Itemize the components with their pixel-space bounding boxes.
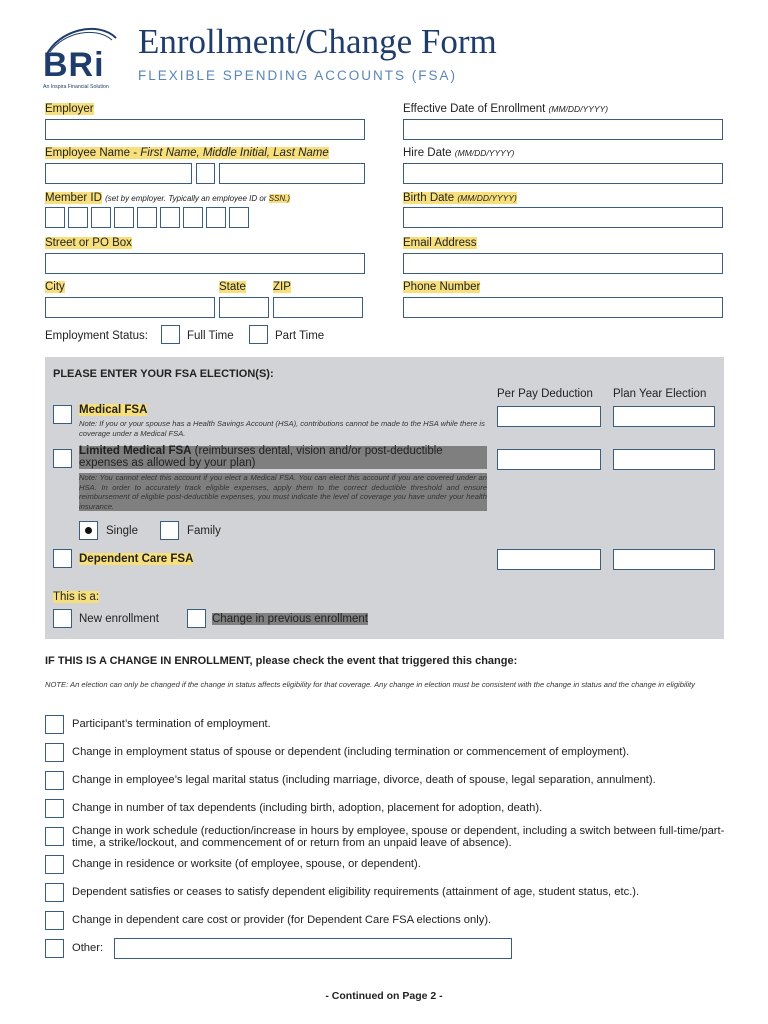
new-enrollment-label: New enrollment [79,613,159,625]
event-label-other: Other: [72,942,104,954]
event-checkbox-8[interactable] [45,911,64,930]
email-input[interactable] [403,253,723,274]
hire-date-format: (MM/DD/YYYY) [454,148,515,158]
birth-date-label-text: Birth Date [403,192,455,204]
middle-initial-input[interactable] [196,163,215,184]
fsa-election-heading: PLEASE ENTER YOUR FSA ELECTION(S): [53,368,274,380]
member-id-digit-5[interactable] [137,207,157,228]
hire-date-label-text: Hire Date [403,147,452,159]
event-checkbox-3[interactable] [45,771,64,790]
dependent-care-fsa-checkbox[interactable] [53,549,72,568]
zip-label: ZIP [273,281,291,293]
employee-name-label-text: Employee Name - [45,147,141,159]
medical-fsa-label: Medical FSA [79,404,148,416]
member-id-label [45,192,290,204]
event-checkbox-7[interactable] [45,883,64,902]
employment-status-label: Employment Status: [45,330,148,342]
full-time-checkbox[interactable] [161,325,180,344]
member-id-digit-6[interactable] [160,207,180,228]
medical-per-pay-input[interactable] [497,406,601,427]
change-section-heading: IF THIS IS A CHANGE IN ENROLLMENT, please check the event that triggered this change: [45,655,518,667]
event-label-4: Change in number of tax dependents (including birth, adoption, placement for adoption, death). [72,802,543,814]
medical-fsa-note: Note: If you or your spouse has a Health Savings Account (HSA), contributions cannot be made to the HSA while there is coverage under a Medical FSA. [79,419,485,438]
event-label-5: Change in work schedule (reduction/increase in hours by employee, spouse or dependent, including a switch between full-time/part-time, a strike/lockout, and commencement of or return from an unpaid leave of absence). [72,825,725,849]
medical-fsa-checkbox[interactable] [53,405,72,424]
logo-tagline: An Inspira Financial Solution [43,84,109,90]
event-checkbox-4[interactable] [45,799,64,818]
dependent-plan-year-input[interactable] [613,549,715,570]
limited-medical-fsa-title: Limited Medical FSA [79,445,192,457]
event-label-3: Change in employee’s legal marital status (including marriage, divorce, death of spouse, legal separation, annulment). [72,774,656,786]
change-previous-checkbox[interactable] [187,609,206,628]
member-id-hint-text: (set by employer. Typically an employee ID or [105,194,269,203]
employer-input[interactable] [45,119,365,140]
state-label: State [219,281,246,293]
birth-date-format: (MM/DD/YYYY) [457,193,517,203]
employee-name-label [45,147,329,159]
this-is-a-label: This is a: [53,591,100,603]
dependent-care-fsa-label: Dependent Care FSA [79,553,194,565]
zip-input[interactable] [273,297,363,318]
new-enrollment-checkbox[interactable] [53,609,72,628]
event-label-8: Change in dependent care cost or provider (for Dependent Care FSA elections only). [72,914,492,926]
event-checkbox-other[interactable] [45,939,64,958]
event-checkbox-1[interactable] [45,715,64,734]
member-id-digit-8[interactable] [206,207,226,228]
dependent-per-pay-input[interactable] [497,549,601,570]
member-id-digit-4[interactable] [114,207,134,228]
limited-medical-fsa-desc: (reimburses dental, vision and/or post-deductible expenses as allowed by your plan) [79,445,443,469]
member-id-hint [105,194,290,203]
event-label-7: Dependent satisfies or ceases to satisfy dependent eligibility requirements (attainment of age, student status, etc.). [72,886,640,898]
change-previous-label: Change in previous enrollment [212,613,368,625]
part-time-checkbox[interactable] [249,325,268,344]
member-id-hint-ssn: SSN.) [268,194,291,203]
event-label-1: Participant’s termination of employment. [72,718,271,730]
continued-footer: - Continued on Page 2 - [325,990,443,1002]
logo [40,22,122,92]
member-id-digit-9[interactable] [229,207,249,228]
single-radio[interactable] [79,521,98,540]
family-radio[interactable] [160,521,179,540]
medical-plan-year-input[interactable] [613,406,715,427]
effective-date-label [403,103,608,115]
page-title: Enrollment/Change Form [138,22,497,61]
state-input[interactable] [219,297,269,318]
street-input[interactable] [45,253,365,274]
part-time-label: Part Time [275,330,325,342]
hire-date-input[interactable] [403,163,723,184]
full-time-label: Full Time [187,330,234,342]
single-label: Single [106,525,138,537]
event-checkbox-6[interactable] [45,855,64,874]
page-subtitle: FLEXIBLE SPENDING ACCOUNTS (FSA) [138,68,458,83]
per-pay-deduction-header: Per Pay Deduction [497,388,593,400]
limited-plan-year-input[interactable] [613,449,715,470]
plan-year-election-header: Plan Year Election [613,388,707,400]
city-label: City [45,281,65,293]
limited-medical-fsa-note: Note: You cannot elect this account if you elect a Medical FSA. You can elect this account if you are covered under an HSA. In order to accurately track eligible expenses, apply them to the correct deductible threshold and ensure reimbursement of eligible post-deductible expenses, you must indicate the level of coverage you have under your health insurance. [79,473,487,511]
hire-date-label [403,147,514,159]
member-id-digit-2[interactable] [68,207,88,228]
birth-date-label [403,192,517,204]
member-id-label-text: Member ID [45,192,102,204]
city-input[interactable] [45,297,215,318]
member-id-digit-1[interactable] [45,207,65,228]
other-event-input[interactable] [114,938,512,959]
first-name-input[interactable] [45,163,192,184]
event-label-6: Change in residence or worksite (of employee, spouse, or dependent). [72,858,421,870]
last-name-input[interactable] [219,163,365,184]
family-label: Family [187,525,221,537]
event-label-2: Change in employment status of spouse or dependent (including termination or commencement of employment). [72,746,630,758]
logo-text: BRi [43,46,105,84]
limited-per-pay-input[interactable] [497,449,601,470]
street-label: Street or PO Box [45,237,132,249]
event-checkbox-5[interactable] [45,827,64,846]
birth-date-input[interactable] [403,207,723,228]
limited-medical-fsa-label [79,446,487,469]
member-id-digit-7[interactable] [183,207,203,228]
email-label: Email Address [403,237,477,249]
effective-date-label-text: Effective Date of Enrollment [403,103,546,115]
limited-medical-fsa-checkbox[interactable] [53,449,72,468]
effective-date-format: (MM/DD/YYYY) [548,104,609,114]
effective-date-input[interactable] [403,119,723,140]
employee-name-hint: First Name, Middle Initial, Last Name [140,147,329,159]
single-selected-dot-icon [85,527,92,534]
employer-label: Employer [45,103,94,115]
member-id-digit-3[interactable] [91,207,111,228]
phone-input[interactable] [403,297,723,318]
change-section-note: NOTE: An election can only be changed if the change in status affects eligibility for that coverage. Any change in election must be consistent with the change in status and the change in eligibility [45,680,695,689]
phone-label: Phone Number [403,281,481,293]
event-checkbox-2[interactable] [45,743,64,762]
